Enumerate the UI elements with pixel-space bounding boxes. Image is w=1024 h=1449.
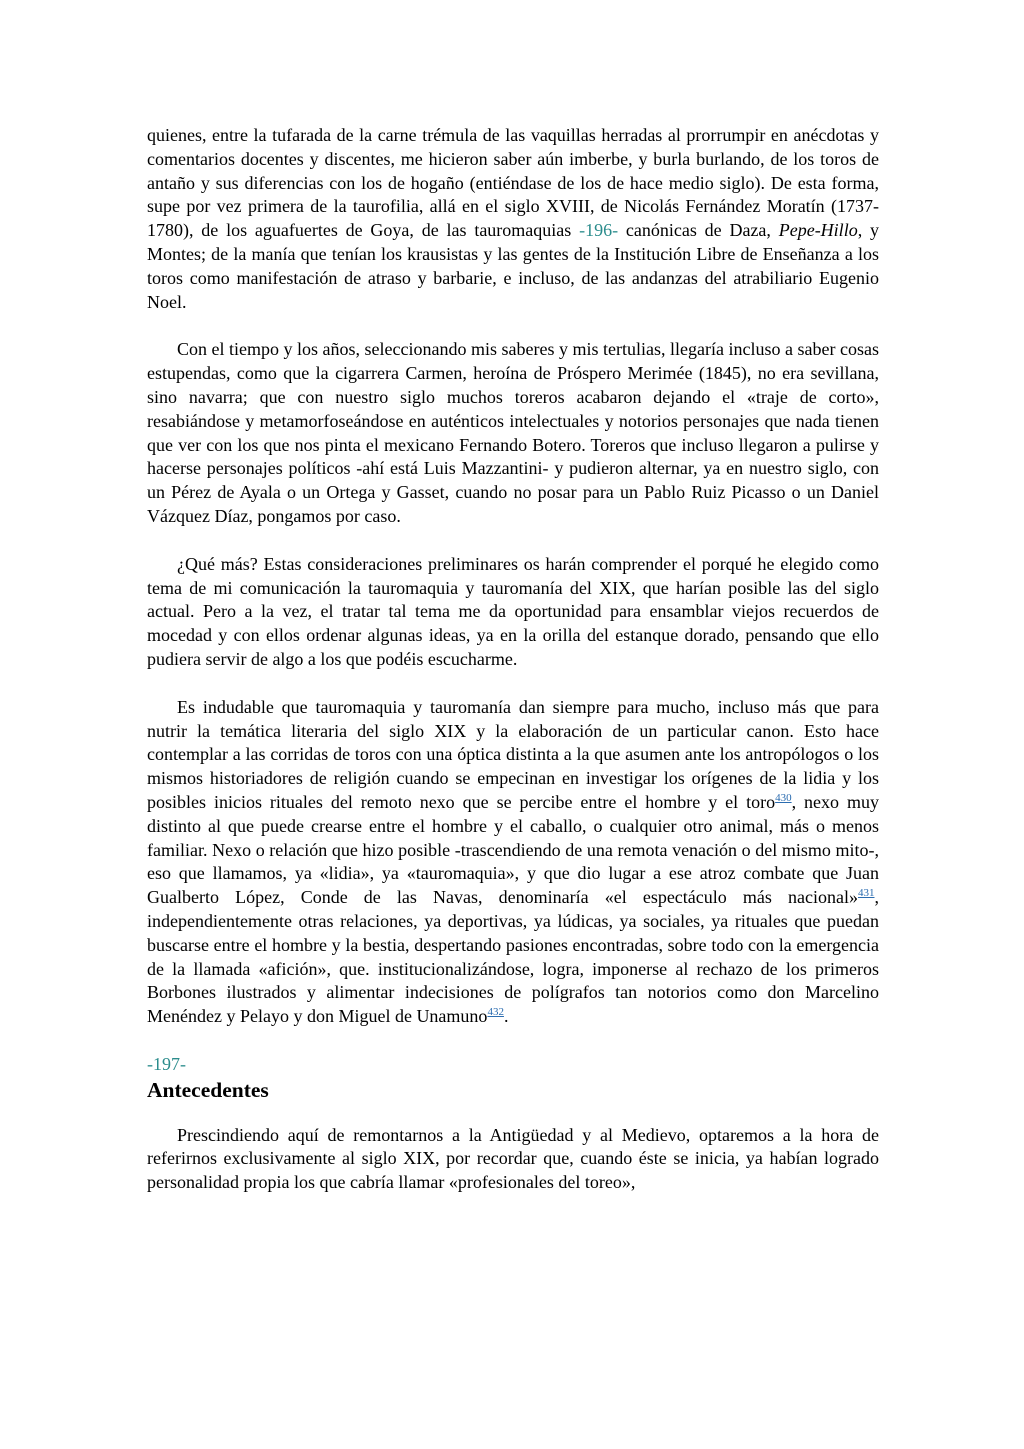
paragraph-text: Es indudable que tauromaquia y tauromanía dan siempre para mucho, incluso más que para nutrir la temática literaria del siglo XIX y la elaboración de un particular canon. Esto hace contemplar a las corridas de toros con una óptica distinta a la que asumen ante los antropólogos o los mismos historiadores de religión cuando se empecinan en investigar los orígenes de la lidia y los posibles inicios rituales del remoto nexo que se percibe entre el hombre y el toro bbox=[147, 696, 879, 812]
paragraph-text: . bbox=[503, 1006, 509, 1027]
body-text bbox=[147, 124, 879, 1195]
paragraph-1 bbox=[147, 124, 879, 314]
paragraph-text: quienes, entre la tufarada de la carne trémula de las vaquillas herradas al prorrumpir en anécdotas y comentarios docentes y discentes, me hicieron saber aún imberbe, y burla burlando, de los toros de antaño y sus diferencias con los de hogaño (entiéndase de los de hace medio siglo). De esta forma, supe por vez primera de la taurofilia, allá en el siglo XVIII, de Nicolás Fernández Moratín (1737-1780), de los aguafuertes de Goya, de las tauromaquias bbox=[147, 125, 879, 241]
paragraph-text: , independientemente otras relaciones, ya deportivas, ya lúdicas, ya sociales, ya rituales que puedan buscarse entre el hombre y la bestia, despertando pasiones encontradas, sobre todo con la emergencia de la llamada «afición», que. institucionalizándose, logra, imponerse al rechazo de los primeros Borbones ilustrados y alimentar indecisiones de polígrafos tan notorios como don Marcelino Menéndez y Pelayo y don Miguel de Unamuno bbox=[147, 887, 879, 1027]
footnote-link-431[interactable]: 431 bbox=[858, 887, 875, 900]
paragraph-text: , nexo muy distinto al que puede crearse entre el hombre y el caballo, o cualquier otro animal, más o menos familiar. Nexo o relación que hizo posible -trascendiendo de una remota venación o del mismo mito-, eso que llamamos, ya «lidia», ya «tauromaquia», y que dio lugar a ese atroz combate que Juan Gualberto López, Conde de las Navas, denominaría «el espectáculo más nacional» bbox=[147, 791, 879, 908]
paragraph-3: ¿Qué más? Estas consideraciones preliminares os harán comprender el porqué he elegido como tema de mi comunicación la tauromaquia y tauromanía del XIX, que harían posible las del siglo actual. Pero a la vez, el tratar tal tema me da oportunidad para ensamblar viejos recuerdos de mocedad y con ellos ordenar algunas ideas, ya en la orilla del estanque dorado, pensando que ello pudiera servir de algo a los que podéis escucharme. bbox=[147, 553, 879, 669]
page-marker-196: -196- bbox=[579, 220, 619, 241]
paragraph-2: Con el tiempo y los años, seleccionando mis saberes y mis tertulias, llegaría incluso a saber cosas estupendas, como que la cigarrera Carmen, heroína de Próspero Merimée (1845), no era sevillana, sino navarra; que con nuestro siglo muchos toreros acabaron dejando el «traje de corto», resabiándose y metamorfoseándose en auténticos intelectuales y notorios personajes que nada tienen que ver con los que nos pinta el mexicano Fernando Botero. Toreros que incluso llegaron a pulirse y hacerse personajes políticos -ahí está Luis Mazzantini- y pudieron alternar, ya en nuestro siglo, con un Pérez de Ayala o un Ortega y Gasset, cuando no posar para un Pablo Ruiz Picasso o un Daniel Vázquez Díaz, pongamos por caso. bbox=[147, 339, 879, 526]
footnote-432 bbox=[487, 1006, 504, 1018]
paragraph-text: canónicas de Daza, bbox=[618, 220, 779, 241]
paragraph-text: , y Montes; de la manía que tenían los krausistas y las gentes de la Institución Libre de Enseñanza a los toros como manifestación de atraso y barbarie, e incluso, de las andanzas del atrabiliario Eugenio Noel. bbox=[147, 220, 880, 312]
paragraph-5: Prescindiendo aquí de remontarnos a la Antigüedad y al Medievo, optaremos a la hora de referirnos exclusivamente al siglo XIX, por recordar que, cuando éste se inicia, ya habían logrado personalidad propia los que cabría llamar «profesionales del toreo», bbox=[147, 1124, 879, 1193]
footnote-link-430[interactable]: 430 bbox=[775, 791, 792, 804]
section-heading: Antecedentes bbox=[147, 1077, 269, 1102]
page-marker-197: -197- bbox=[147, 1053, 186, 1074]
paragraph-4 bbox=[147, 696, 879, 1029]
footnote-430 bbox=[775, 792, 792, 804]
footnote-431 bbox=[858, 887, 875, 899]
italic-name: Pepe-Hillo bbox=[778, 220, 858, 241]
footnote-link-432[interactable]: 432 bbox=[487, 1006, 504, 1019]
